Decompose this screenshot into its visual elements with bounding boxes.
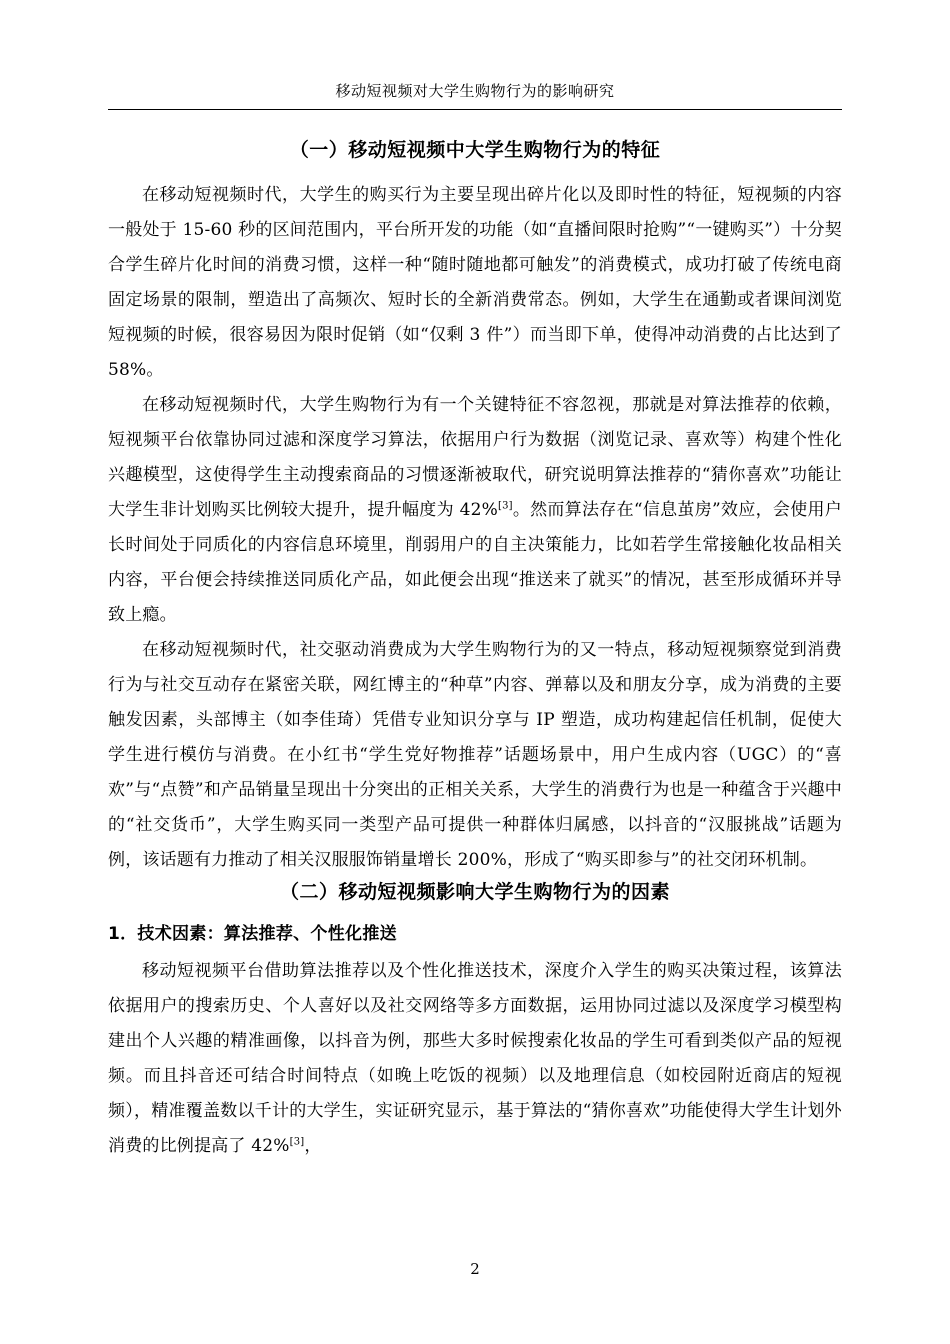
page-footer — [0, 1260, 950, 1278]
paragraph: 在移动短视频时代，大学生购物行为有一个关键特征不容忽视，那就是对算法推荐的依赖，短视频平台依靠协同过滤和深度学习算法，依据用户行为数据（浏览记录、喜欢等）构建个性化兴趣模型，这使得学生主动搜索商品的习惯逐渐被取代，研究说明算法推荐的“猜你喜欢”功能让大学生非计划购买比例较大提升，提升幅度为 42%[3]。然而算法存在“信息茧房”效应，会使用户长时间处于同质化的内容信息环境里，削弱用户的自主决策能力，比如若学生常接触化妆品相关内容，平台便会持续推送同质化产品，如此便会出现“推送来了就买”的情况，甚至形成循环并导致上瘾。 — [108, 394, 842, 625]
running-title: 移动短视频对大学生购物行为的影响研究 — [335, 82, 615, 100]
section-heading-2: （二）移动短视频影响大学生购物行为的因素 — [279, 880, 670, 903]
page-number: 2 — [470, 1260, 480, 1278]
document-body — [108, 136, 842, 1164]
section-heading-1: （一）移动短视频中大学生购物行为的特征 — [289, 139, 661, 161]
page-header — [108, 82, 842, 110]
paragraph: 在移动短视频时代，社交驱动消费成为大学生购物行为的又一特点，移动短视频察觉到消费行为与社交互动存在紧密关联，网红博主的“种草”内容、弹幕以及和朋友分享，成为消费的主要触发因素，头部博主（如李佳琦）凭借专业知识分享与 IP 塑造，成功构建起信任机制，促使大学生进行模仿与消费。在小红书“学生党好物推荐”话题场景中，用户生成内容（UGC）的“喜欢”与“点赞”和产品销量呈现出十分突出的正相关关系，大学生的消费行为也是一种蕴含于兴趣中的“社交货币”，大学生购买同一类型产品可提供一种群体归属感，以抖音的“汉服挑战”话题为例，该话题有力推动了相关汉服服饰销量增长 200%，形成了“购买即参与”的社交闭环机制。 — [108, 639, 842, 870]
subsection-heading-1: 1．技术因素：算法推荐、个性化推送 — [108, 924, 397, 945]
paragraph: 在移动短视频时代，大学生的购买行为主要呈现出碎片化以及即时性的特征，短视频的内容一般处于 15-60 秒的区间范围内，平台所开发的功能（如“直播间限时抢购”“一键购买”）十分契合学生碎片化时间的消费习惯，这样一种“随时随地都可触发”的消费模式，成功打破了传统电商固定场景的限制，塑造出了高频次、短时长的全新消费常态。例如，大学生在通勤或者课间浏览短视频的时候，很容易因为限时促销（如“仅剩 3 件”）而当即下单，使得冲动消费的占比达到了 58%。 — [108, 184, 842, 380]
header-divider — [108, 109, 842, 110]
paragraph: 移动短视频平台借助算法推荐以及个性化推送技术，深度介入学生的购买决策过程，该算法依据用户的搜索历史、个人喜好以及社交网络等多方面数据，运用协同过滤以及深度学习模型构建出个人兴趣的精准画像，以抖音为例，那些大多时候搜索化妆品的学生可看到类似产品的短视频。而且抖音还可结合时间特点（如晚上吃饭的视频）以及地理信息（如校园附近商店的短视频），精准覆盖数以千计的大学生，实证研究显示，基于算法的“猜你喜欢”功能使得大学生计划外消费的比例提高了 42%[3]， — [108, 960, 842, 1156]
